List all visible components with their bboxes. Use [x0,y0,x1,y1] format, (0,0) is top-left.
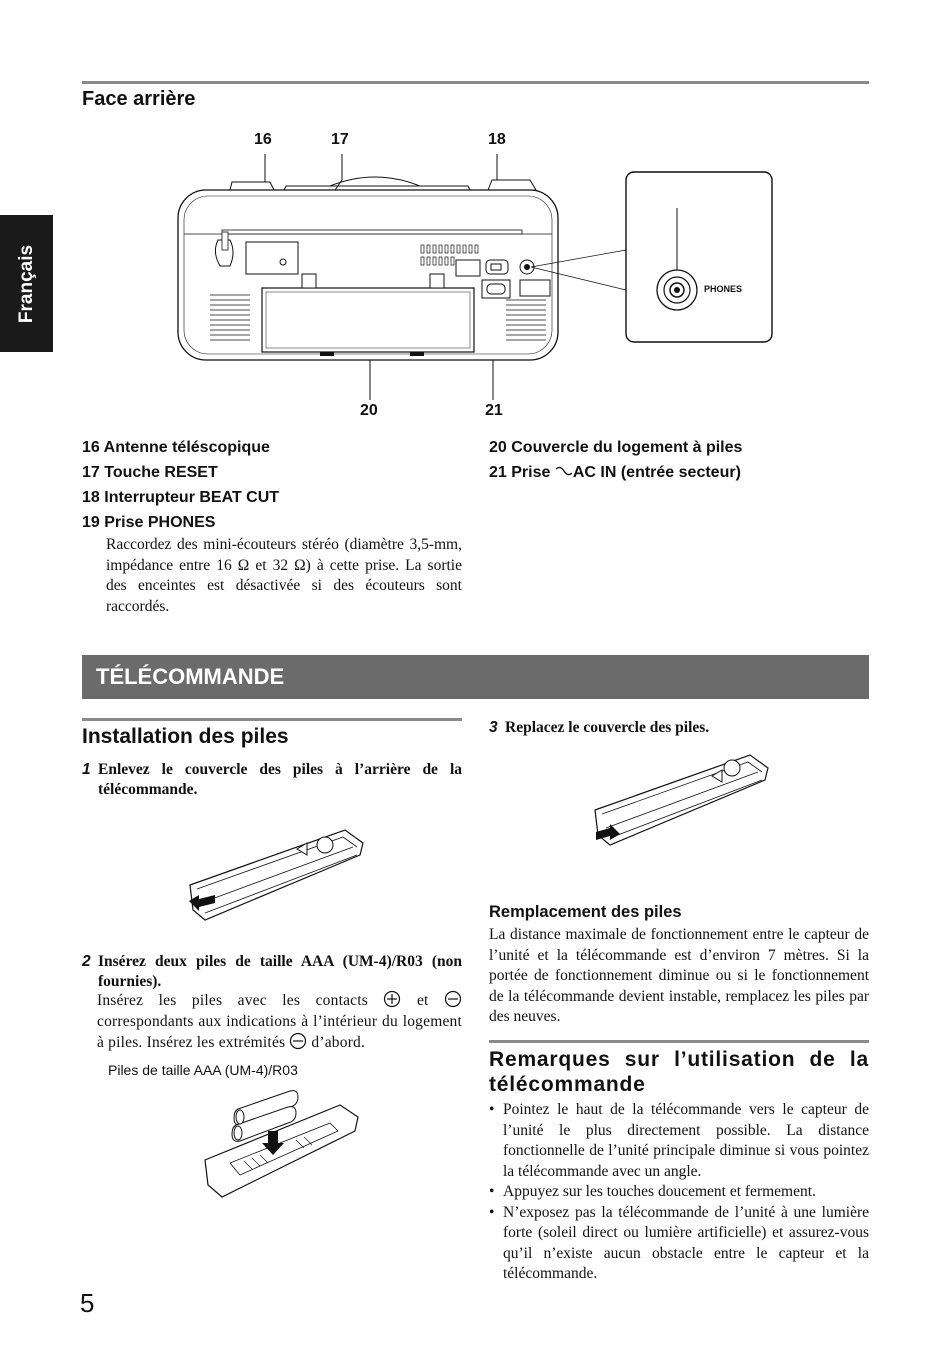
step-1-text: Enlevez le couvercle des piles à l’arrière de la télécommande. [98,761,462,798]
step-1-number: 1 [82,761,91,778]
callout-16: 16 [254,131,272,148]
phones-jack-label: PHONES [704,284,743,294]
replace-body: La distance maximale de fonctionnement entre le capteur de l’unité et la télécommande est d’environ 7 mètres. Si la portée de fonctionnement diminue ou si le fonctionnement de la télécommande devient instable, remplacez les piles par des neuves. [489,926,869,1025]
install-title: Installation des piles [82,725,289,748]
item-20: 20 Couvercle du logement à piles [489,439,743,456]
rear-items-left [82,435,462,535]
step-3-text: Replacez le couvercle des piles. [505,719,710,736]
phones-description: Raccordez des mini-écouteurs stéréo (diamètre 3,5-mm, impédance entre 16 Ω et 32 Ω) à cette prise. La sortie des enceintes est désactivée si des écouteurs sont raccordés. [106,536,462,615]
item-21: 21 Prise AC IN (entrée secteur) [489,464,741,481]
minus-terminal-icon [289,1032,307,1050]
note-item: • Appuyez sur les touches doucement et fermement. [489,1182,869,1203]
note-item: • N’exposez pas la télécommande de l’unité à une lumière forte (soleil direct ou lumière artificielle) et assurez-vous qu’il n’existe aucun obstacle entre le capteur et la télécommande. [489,1203,869,1285]
rear-title: Face arrière [82,88,196,110]
language-tab-label: Français [15,244,37,323]
minus-terminal-icon [444,990,462,1008]
page-number: 5 [80,1288,95,1318]
remote-banner [82,655,869,699]
step-3 [489,718,869,738]
battery-insertion-illustration [200,1085,360,1210]
notes-list [489,1100,869,1285]
item-19: 19 Prise PHONES [82,514,216,531]
step-2-text: Insérez deux piles de taille AAA (UM-4)/R03 (non fournies). [98,953,462,990]
ac-symbol-icon [555,466,573,478]
remote-cover-removal-illustration [185,825,365,925]
notes-title: Remarques sur l’utilisation de la télécommande [489,1048,869,1096]
step-2 [82,952,462,992]
step-2-number: 2 [82,953,91,970]
item-16: 16 Antenne téléscopique [82,439,270,456]
item-17: 17 Touche RESET [82,464,218,481]
remote-banner-title: TÉLÉCOMMANDE [96,664,285,689]
language-tab [0,215,53,352]
rear-items-right [489,435,869,485]
item-18: 18 Interrupteur BEAT CUT [82,489,280,506]
rear-panel-illustration [170,150,780,400]
install-rule [82,718,462,721]
remote-cover-replace-illustration [590,750,770,850]
top-rule [82,81,869,84]
step-3-number: 3 [489,719,498,736]
callout-17: 17 [331,131,349,148]
callout-21: 21 [485,402,503,419]
callout-18: 18 [488,131,506,148]
replace-title: Remplacement des piles [489,903,682,921]
note-item: • Pointez le haut de la télécommande vers le capteur de l’unité le plus directement possible. La distance fonctionnelle de l’unité principale diminue si vous pointez la télécommande avec un angle. [489,1100,869,1182]
notes-rule [489,1040,869,1043]
step-1 [82,760,462,800]
callout-20: 20 [360,402,378,419]
plus-terminal-icon [383,990,401,1008]
step-2-body: Insérez les piles avec les contacts et correspondants aux indications à l’intérieur du logement à piles. Insérez les extrémités d’abord. [97,992,462,1051]
battery-caption: Piles de taille AAA (UM-4)/R03 [108,1062,298,1078]
